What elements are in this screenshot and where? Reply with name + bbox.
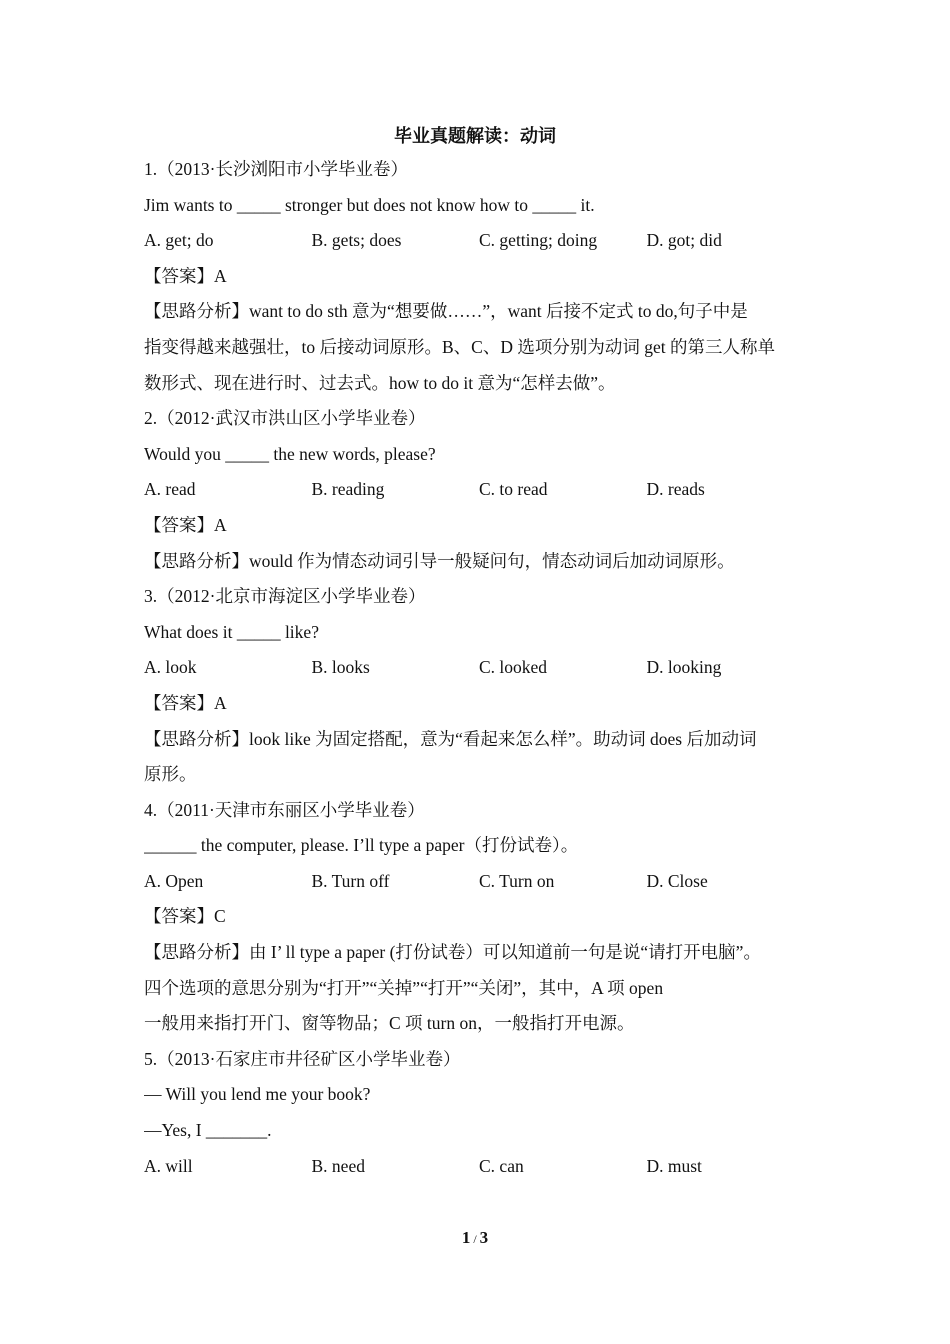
option-d: D. must [646, 1155, 702, 1176]
question-options [144, 223, 824, 259]
page-number [0, 1226, 950, 1251]
answer: 【答案】C [144, 906, 226, 927]
option-a: A. will [144, 1155, 193, 1176]
answer: 【答案】A [144, 514, 227, 535]
option-d: D. Close [646, 870, 708, 891]
question-stem: — Will you lend me your book? [144, 1084, 371, 1105]
question-1 [144, 152, 824, 401]
page-title: 毕业真题解读：动词 [394, 126, 556, 146]
current-page: 1 [461, 1228, 471, 1247]
question-header: 5.（2013·石家庄市井径矿区小学毕业卷） [144, 1048, 461, 1069]
option-b: B. reading [311, 479, 385, 500]
analysis-line: 【思路分析】由 I’ ll type a paper (打份试卷）可以知道前一句是说“请打开电脑”。 [144, 942, 761, 963]
question-3 [144, 579, 824, 793]
option-a: A. get; do [144, 230, 214, 251]
analysis-line: 原形。 [144, 764, 197, 785]
answer: 【答案】A [144, 692, 227, 713]
option-d: D. got; did [646, 230, 722, 251]
question-stem: —Yes, I _______. [144, 1120, 272, 1141]
question-2 [144, 401, 824, 579]
option-d: D. reads [646, 479, 705, 500]
option-b: B. Turn off [311, 870, 390, 891]
option-b: B. need [311, 1155, 365, 1176]
analysis-line: 数形式、现在进行时、过去式。how to do it 意为“怎样去做”。 [144, 372, 616, 393]
answer: 【答案】A [144, 265, 227, 286]
question-stem: Jim wants to _____ stronger but does not know how to _____ it. [144, 194, 595, 215]
question-header: 3.（2012·北京市海淀区小学毕业卷） [144, 586, 426, 607]
option-d: D. looking [646, 657, 722, 678]
question-stem: What does it _____ like? [144, 621, 319, 642]
question-4 [144, 793, 824, 1042]
analysis-line: 【思路分析】want to do sth 意为“想要做……”，want 后接不定式 to do,句子中是 [144, 301, 748, 322]
question-options [144, 650, 824, 686]
option-c: C. to read [479, 479, 548, 500]
analysis-line: 四个选项的意思分别为“打开”“关掉”“打开”“关闭”，其中，A 项 open [144, 977, 664, 998]
question-header: 2.（2012·武汉市洪山区小学毕业卷） [144, 408, 426, 429]
question-stem: ______ the computer, please. I’ll type a paper（打份试卷）。 [144, 835, 579, 856]
option-c: C. looked [479, 657, 548, 678]
analysis-line: 一般用来指打开门、窗等物品；C 项 turn on，一般指打开电源。 [144, 1013, 635, 1034]
page-separator: / [473, 1232, 477, 1246]
option-b: B. gets; does [311, 230, 402, 251]
analysis-line: 指变得越来越强壮，to 后接动词原形。B、C、D 选项分别为动词 get 的第三人称单 [144, 336, 775, 357]
question-header: 4.（2011·天津市东丽区小学毕业卷） [144, 799, 425, 820]
question-5 [144, 1042, 824, 1184]
analysis-line: 【思路分析】look like 为固定搭配，意为“看起来怎么样”。助动词 does 后加动词 [144, 728, 757, 749]
question-stem: Would you _____ the new words, please? [144, 443, 436, 464]
option-c: C. Turn on [479, 870, 555, 891]
option-c: C. can [479, 1155, 524, 1176]
total-pages: 3 [479, 1228, 489, 1247]
analysis-line: 【思路分析】would 作为情态动词引导一般疑问句，情态动词后加动词原形。 [144, 550, 735, 571]
question-list [144, 152, 824, 1184]
option-c: C. getting; doing [479, 230, 598, 251]
question-options [144, 472, 824, 508]
question-options [144, 1149, 824, 1185]
question-options [144, 864, 824, 900]
option-b: B. looks [311, 657, 370, 678]
option-a: A. look [144, 657, 197, 678]
question-header: 1.（2013·长沙浏阳市小学毕业卷） [144, 159, 408, 179]
option-a: A. read [144, 479, 196, 500]
option-a: A. Open [144, 870, 204, 891]
